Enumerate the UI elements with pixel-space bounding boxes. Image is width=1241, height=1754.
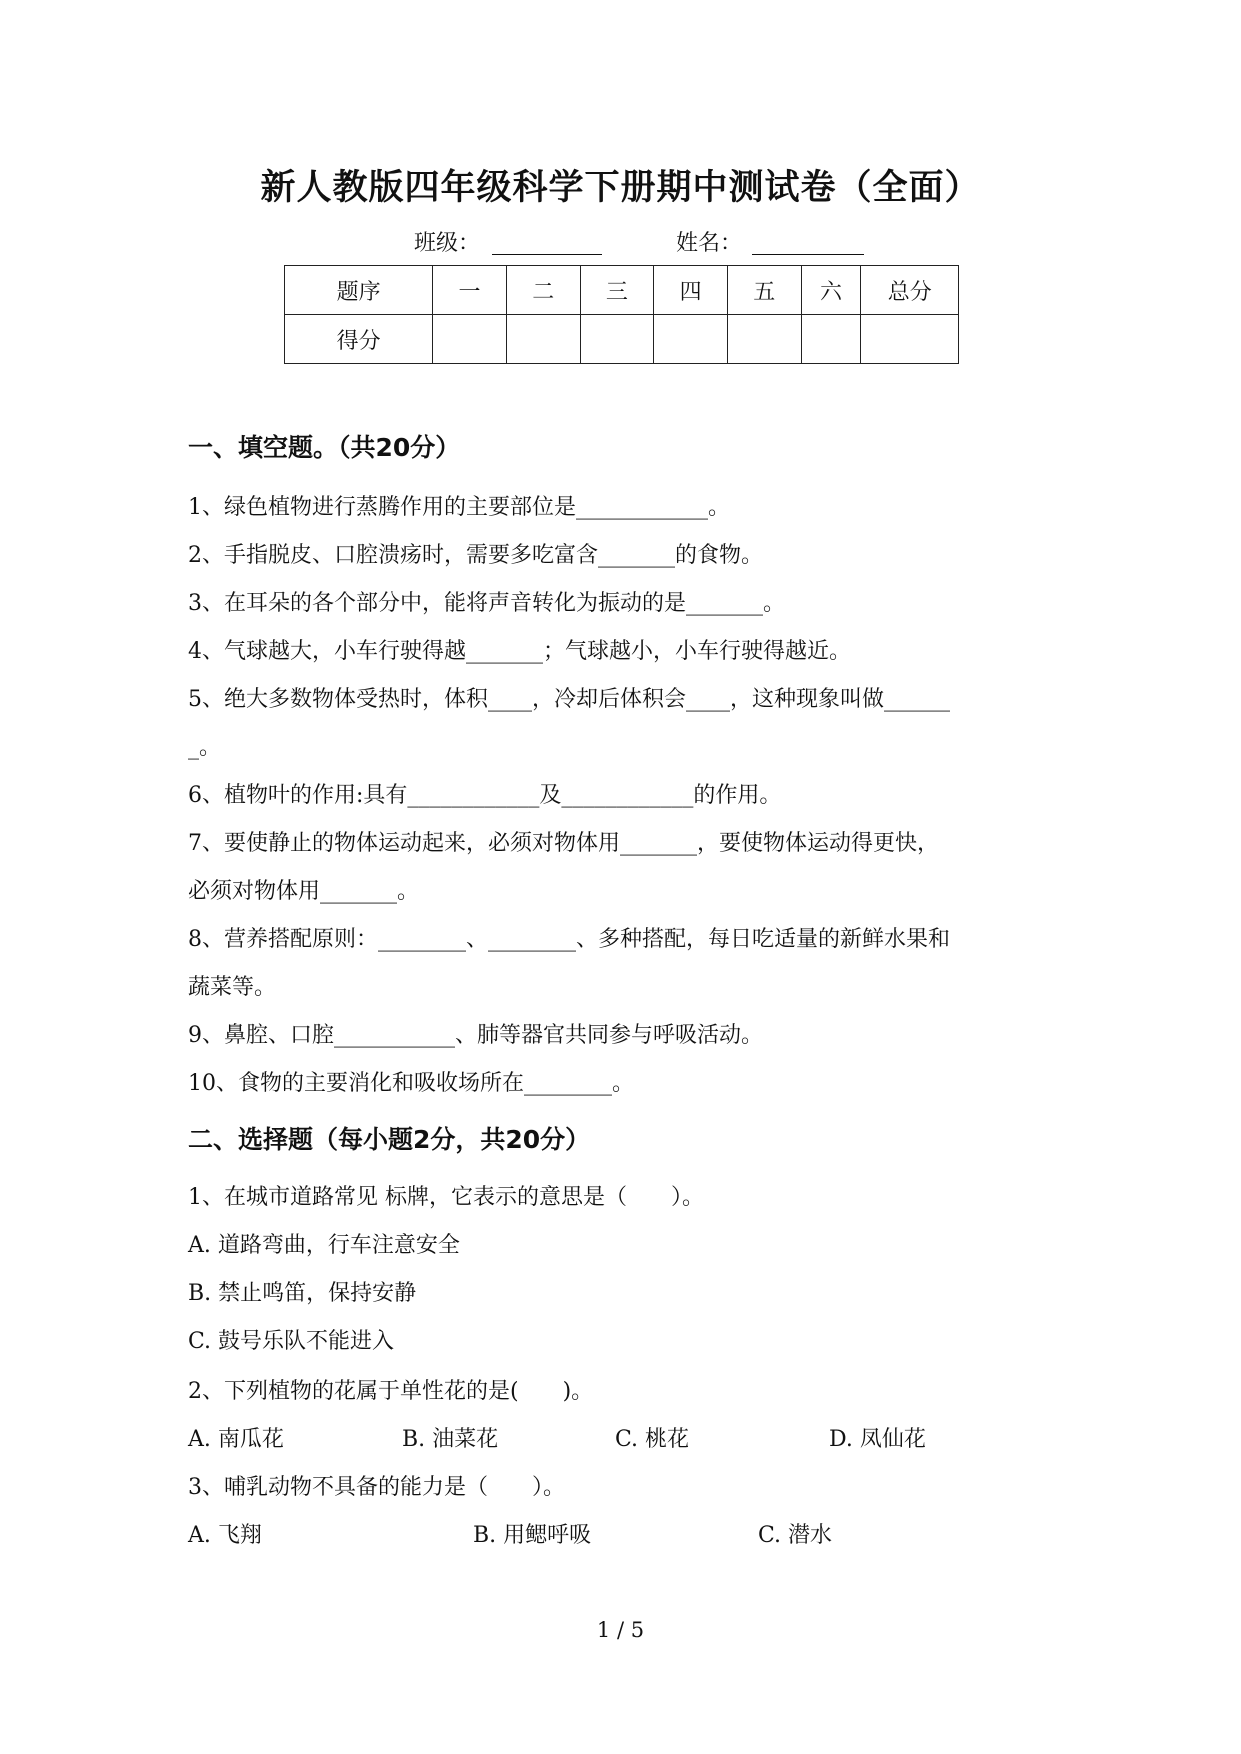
choice-question-stem: 2、下列植物的花属于单性花的是( )。 [188,1379,594,1404]
score-table [284,265,959,364]
fill-question: 1、绿色植物进行蒸腾作用的主要部位是____________。 [188,495,730,520]
score-cell[interactable] [506,315,580,364]
fill-question-continued: 必须对物体用_______。 [188,879,420,904]
fill-question: 10、食物的主要消化和吸收场所在________。 [188,1071,634,1096]
header-cell: 六 [801,266,861,315]
score-table-header-row [285,266,959,315]
class-field[interactable] [492,254,602,255]
choice-option[interactable]: B. 油菜花 [402,1427,499,1452]
student-info [0,226,1241,260]
fill-question: 9、鼻腔、口腔___________、肺等器官共同参与呼吸活动。 [188,1023,763,1048]
score-cell[interactable] [654,315,728,364]
fill-question-continued: 蔬菜等。 [188,975,277,1000]
choice-option[interactable]: C. 鼓号乐队不能进入 [188,1329,395,1354]
fill-question: 7、要使静止的物体运动起来，必须对物体用_______，要使物体运动得更快， [188,831,939,856]
choice-option[interactable]: B. 禁止鸣笛，保持安静 [188,1281,417,1306]
fill-question: 5、绝大多数物体受热时，体积____，冷却后体积会____，这种现象叫做______ [188,687,950,712]
header-cell: 二 [506,266,580,315]
class-label: 班级： [414,231,481,256]
score-cell[interactable] [861,315,959,364]
fill-question: 6、植物叶的作用:具有____________及____________的作用。 [188,783,782,808]
fill-question: 4、气球越大，小车行驶得越_______；气球越小，小车行驶得越近。 [188,639,851,664]
fill-question: 2、手指脱皮、口腔溃疡时，需要多吃富含_______的食物。 [188,543,763,568]
score-cell[interactable] [580,315,654,364]
header-cell: 题序 [285,266,433,315]
header-cell: 四 [654,266,728,315]
header-cell: 一 [433,266,507,315]
score-row-label: 得分 [285,315,433,364]
score-cell[interactable] [727,315,801,364]
section-heading-fill-blank: 一、填空题。（共20分） [188,433,461,462]
choice-option[interactable]: C. 潜水 [758,1523,833,1548]
header-cell: 五 [727,266,801,315]
choice-option[interactable]: D. 凤仙花 [829,1427,926,1452]
choice-option[interactable]: A. 飞翔 [188,1523,262,1548]
section-heading-multiple-choice: 二、选择题（每小题2分，共20分） [188,1125,591,1154]
score-cell[interactable] [801,315,861,364]
choice-option[interactable]: C. 桃花 [615,1427,690,1452]
fill-question: 3、在耳朵的各个部分中，能将声音转化为振动的是_______。 [188,591,785,616]
score-table-score-row [285,315,959,364]
choice-question-stem: 3、哺乳动物不具备的能力是（ ）。 [188,1475,565,1500]
fill-question-continued: _。 [188,735,222,760]
name-label: 姓名： [676,231,743,256]
choice-option[interactable]: B. 用鳃呼吸 [473,1523,592,1548]
fill-question: 8、营养搭配原则：________、________、多种搭配，每日吃适量的新鲜水果和 [188,927,950,952]
header-cell: 三 [580,266,654,315]
choice-option[interactable]: A. 南瓜花 [188,1427,284,1452]
choice-option[interactable]: A. 道路弯曲，行车注意安全 [188,1233,460,1258]
page-title: 新人教版四年级科学下册期中测试卷（全面） [260,168,981,208]
page-number: 1 / 5 [596,1618,645,1642]
header-cell: 总分 [861,266,959,315]
score-cell[interactable] [433,315,507,364]
choice-question-stem: 1、在城市道路常见 标牌，它表示的意思是（ ）。 [188,1185,704,1210]
name-field[interactable] [752,254,864,255]
